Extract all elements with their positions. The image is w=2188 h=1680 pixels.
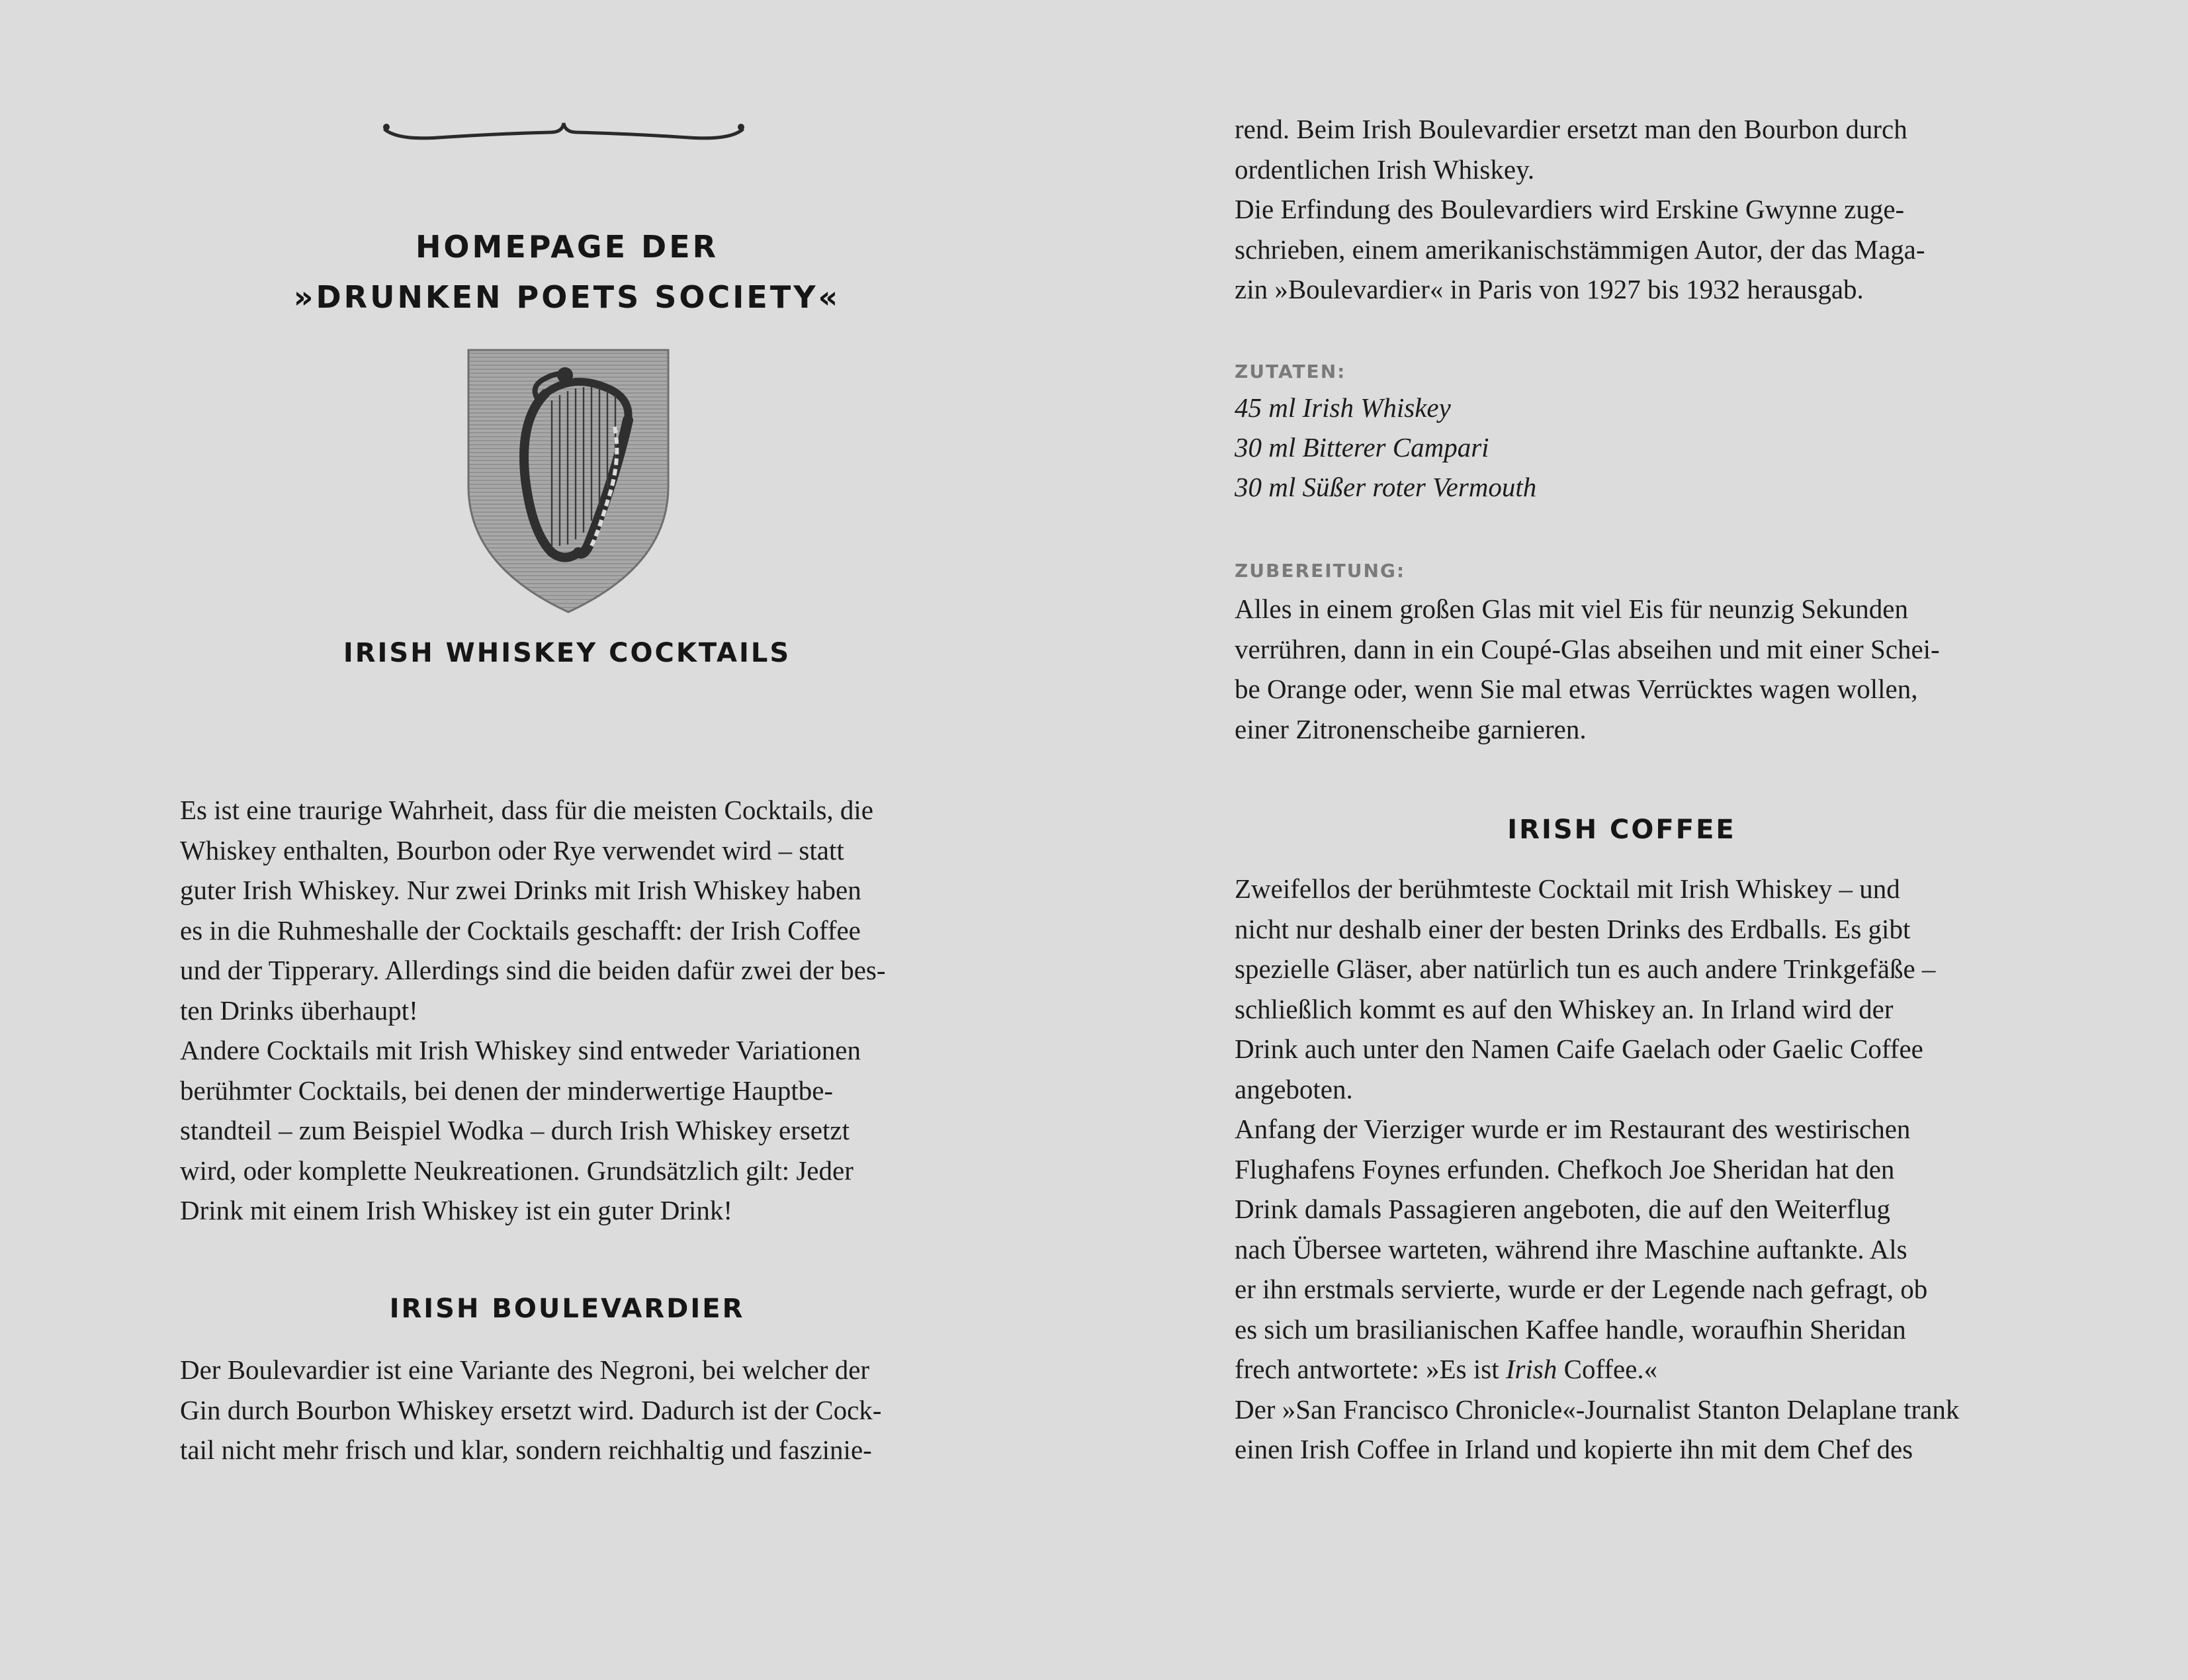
section-title-irish-boulevardier: IRISH BOULEVARDIER: [389, 1294, 745, 1324]
preparation-label: ZUBEREITUNG:: [1235, 560, 1406, 582]
preparation-line: verrühren, dann in ein Coupé-Glas abseihen und mit einer Schei-: [1235, 633, 1940, 664]
coffee-line: er ihn erstmals servierte, wurde er der Legende nach gefragt, ob: [1235, 1274, 1928, 1304]
ingredient-item: 30 ml Bitterer Campari: [1235, 432, 1489, 463]
coffee-line: angeboten.: [1235, 1073, 1353, 1104]
coffee-quote-line: [1235, 1349, 2019, 1390]
page-heading: [180, 222, 954, 322]
coffee-line: schließlich kommt es auf den Whiskey an. In Irland wird der: [1235, 993, 1894, 1024]
boulevardier-line: Gin durch Bourbon Whiskey ersetzt wird. Dadurch ist der Cock-: [180, 1394, 882, 1425]
intro-line: es in die Ruhmeshalle der Cocktails geschafft: der Irish Coffee: [180, 914, 861, 946]
coffee-line: Drink auch unter den Namen Caife Gaelach oder Gaelic Coffee: [1235, 1034, 1923, 1064]
coffee-quote-suffix: Coffee.«: [1557, 1354, 1658, 1384]
intro-line: berühmter Cocktails, bei denen der minderwertige Hauptbe-: [180, 1075, 834, 1106]
intro-paragraph: [180, 790, 964, 1231]
section-title-irish-coffee: IRISH COFFEE: [1507, 815, 1736, 845]
section-title-irish-whiskey-cocktails: IRISH WHISKEY COCKTAILS: [343, 638, 791, 668]
page-heading-line-1: HOMEPAGE DER: [415, 229, 719, 265]
boulevardier-continued-line: schrieben, einem amerikanischstämmigen Autor, der das Maga-: [1235, 234, 1925, 265]
right-page: [1235, 0, 2022, 1680]
preparation-paragraph: [1235, 589, 2019, 749]
coffee-line: Flughafens Foynes erfunden. Chefkoch Joe Sheridan hat den: [1235, 1153, 1895, 1184]
irish-coffee-paragraph: [1235, 869, 2019, 1470]
coffee-quote-italic: Irish: [1505, 1354, 1557, 1384]
ingredient-item: 45 ml Irish Whiskey: [1235, 392, 1451, 423]
ornament-flourish: [378, 118, 749, 146]
intro-line: Drink mit einem Irish Whiskey ist ein guter Drink!: [180, 1195, 733, 1225]
intro-line: Andere Cocktails mit Irish Whiskey sind entweder Variationen: [180, 1035, 861, 1065]
intro-line: Es ist eine traurige Wahrheit, dass für die meisten Cocktails, die: [180, 795, 874, 825]
coffee-line: Anfang der Vierziger wurde er im Restaurant des westirischen: [1235, 1114, 1911, 1144]
preparation-line: einer Zitronenscheibe garnieren.: [1235, 713, 1587, 744]
harp-crest-icon: [466, 347, 671, 615]
coffee-line: Zweifellos der berühmteste Cocktail mit Irish Whiskey – und: [1235, 873, 1900, 904]
boulevardier-continued-paragraph: [1235, 109, 2019, 310]
coffee-line: Der »San Francisco Chronicle«-Journalist Stanton Delaplane trank: [1235, 1393, 1960, 1425]
ingredient-item: 30 ml Süßer roter Vermouth: [1235, 472, 1537, 502]
coffee-line: Drink damals Passagieren angeboten, die auf den Weiterflug: [1235, 1194, 1891, 1224]
boulevardier-continued-line: ordentlichen Irish Whiskey.: [1235, 154, 1535, 185]
coffee-line: es sich um brasilianischen Kaffee handle, woraufhin Sheridan: [1235, 1313, 1906, 1345]
coffee-quote-prefix: frech antwortete: »Es ist: [1235, 1354, 1506, 1384]
page-heading-line-2: »DRUNKEN POETS SOCIETY«: [293, 279, 841, 315]
intro-line: standteil – zum Beispiel Wodka – durch Irish Whiskey ersetzt: [180, 1115, 850, 1145]
boulevardier-continued-line: zin »Boulevardier« in Paris von 1927 bis 1932 herausgab.: [1235, 274, 1864, 304]
coffee-line: einen Irish Coffee in Irland und kopierte ihn mit dem Chef des: [1235, 1434, 1913, 1464]
boulevardier-line: tail nicht mehr frisch und klar, sondern reichhaltig und faszinie-: [180, 1435, 872, 1465]
intro-line: wird, oder komplette Neukreationen. Grundsätzlich gilt: Jeder: [180, 1155, 853, 1186]
boulevardier-continued-line: rend. Beim Irish Boulevardier ersetzt man den Bourbon durch: [1235, 114, 1907, 144]
coffee-line: spezielle Gläser, aber natürlich tun es auch andere Trinkgefäße –: [1235, 953, 1936, 984]
left-page: [180, 0, 961, 1680]
ingredients-label: ZUTATEN:: [1235, 361, 1346, 382]
intro-line: Whiskey enthalten, Bourbon oder Rye verwendet wird – statt: [180, 834, 844, 865]
boulevardier-paragraph: [180, 1350, 964, 1470]
intro-line: und der Tipperary. Allerdings sind die beiden dafür zwei der bes-: [180, 955, 886, 985]
intro-line: ten Drinks überhaupt!: [180, 995, 418, 1026]
preparation-line: Alles in einem großen Glas mit viel Eis für neunzig Sekunden: [1235, 594, 1908, 624]
coffee-line: nach Übersee warteten, während ihre Maschine auftankte. Als: [1235, 1233, 1907, 1264]
preparation-line: be Orange oder, wenn Sie mal etwas Verrücktes wagen wollen,: [1235, 674, 1918, 704]
coffee-line: nicht nur deshalb einer der besten Drinks des Erdballs. Es gibt: [1235, 913, 1911, 944]
intro-line: guter Irish Whiskey. Nur zwei Drinks mit Irish Whiskey haben: [180, 875, 861, 905]
boulevardier-line: Der Boulevardier ist eine Variante des Negroni, bei welcher der: [180, 1354, 870, 1385]
boulevardier-continued-line: Die Erfindung des Boulevardiers wird Erskine Gwynne zuge-: [1235, 194, 1905, 224]
